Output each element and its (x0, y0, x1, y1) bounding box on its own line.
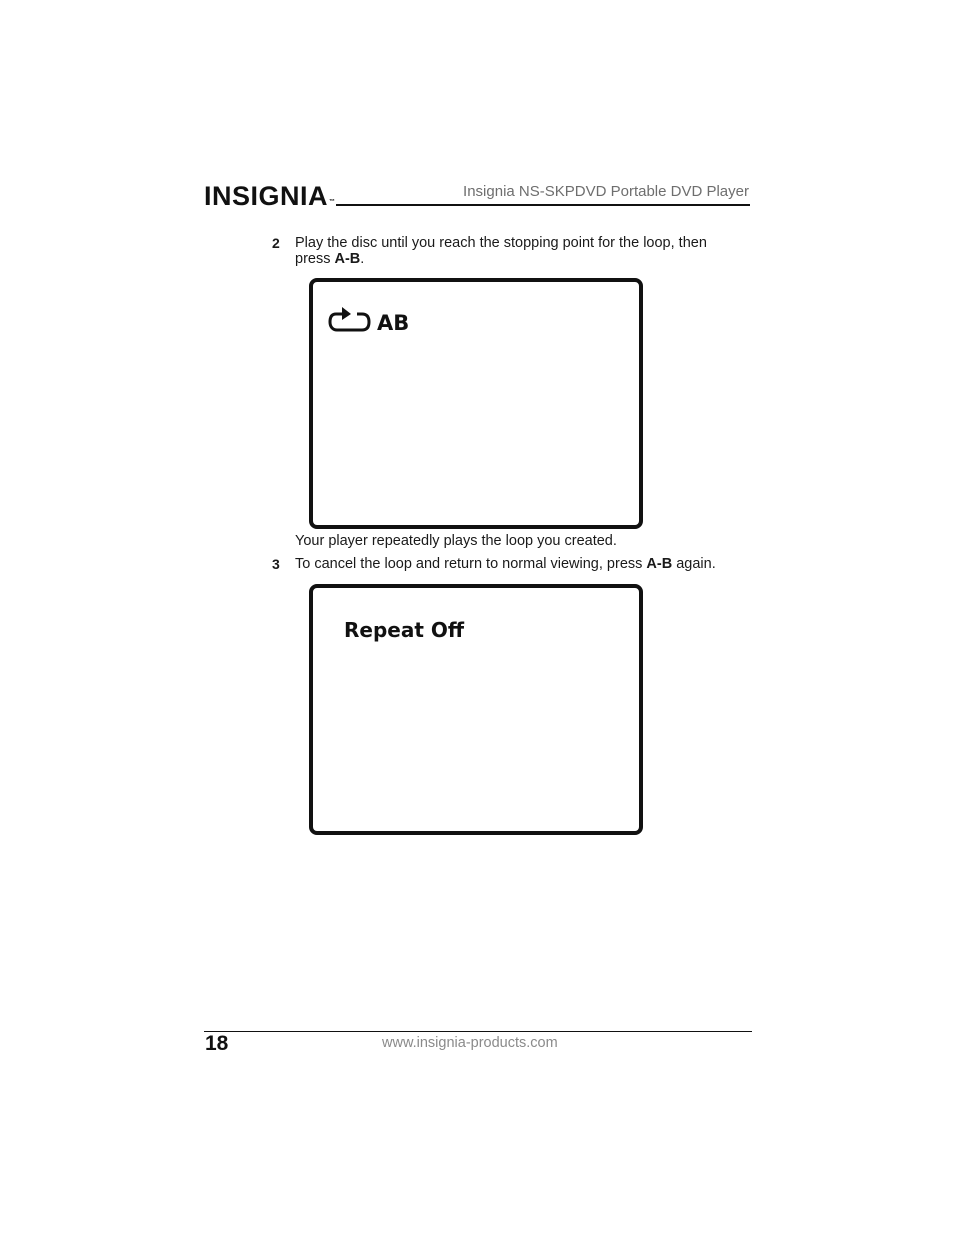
osd-ab-label: AB (377, 311, 410, 335)
insignia-logo (204, 178, 336, 214)
key-ab: A-B (646, 556, 673, 572)
logo-text-end: NIA (280, 181, 329, 211)
logo-text-g: G (258, 181, 281, 211)
osd-repeat-off-label: Repeat Off (344, 618, 465, 642)
logo-text-start: INSI (204, 181, 259, 211)
step-2-line-2: press A-B. (295, 251, 365, 267)
repeat-icon (327, 304, 379, 336)
step-2-line-1: Play the disc until you reach the stopping point for the loop, then (295, 235, 707, 251)
page-number: 18 (205, 1032, 229, 1055)
key-ab: A-B (334, 251, 361, 267)
tv-screen-repeat-off (309, 584, 643, 835)
step-number: 2 (272, 235, 280, 251)
footer-rule (204, 1031, 752, 1032)
footer-url: www.insignia-products.com (382, 1035, 558, 1051)
header-title: Insignia NS-SKPDVD Portable DVD Player (463, 183, 749, 200)
logo-trademark: ™ (329, 199, 336, 205)
header-rule (336, 204, 750, 206)
step-3-text: To cancel the loop and return to normal viewing, press A-B again. (295, 556, 716, 572)
tv-screen-ab (309, 278, 643, 529)
step-number: 3 (272, 556, 280, 572)
loop-playing-note: Your player repeatedly plays the loop you created. (295, 533, 617, 549)
step-2-text (295, 235, 755, 267)
